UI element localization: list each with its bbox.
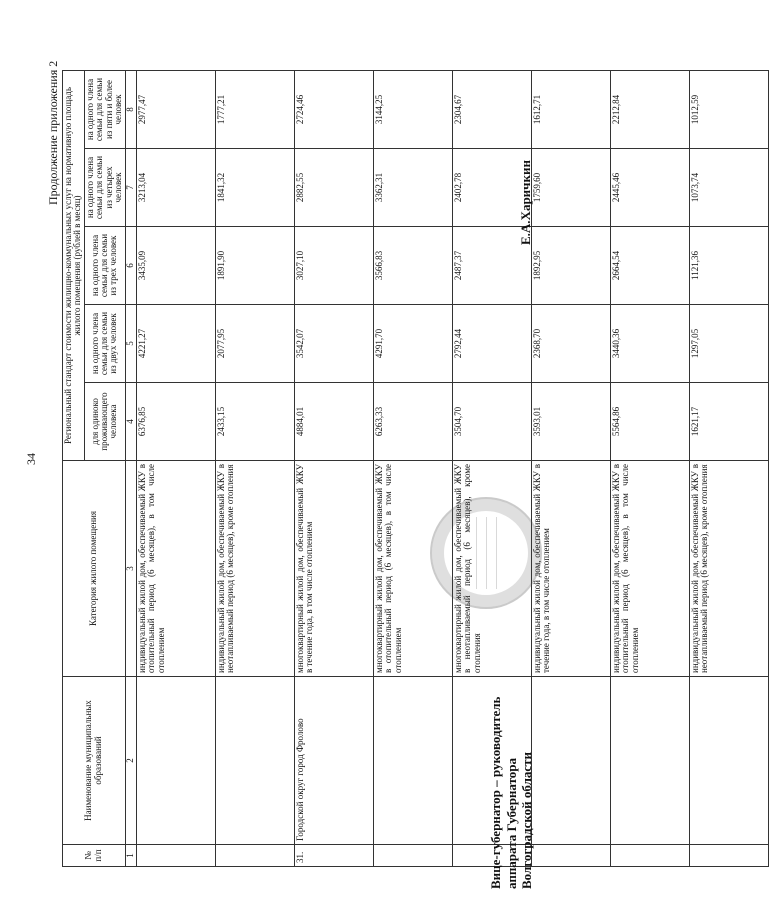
- table-row: [294, 71, 373, 867]
- value-family-two: 2077,95: [215, 305, 294, 383]
- value-family-four: 3362,31: [373, 149, 452, 227]
- category-cell: индивидуальный жилой дом, обеспечиваемый ЖКУ в отопительный период (6 месяцев), в том числе отоплением: [136, 461, 215, 677]
- appendix-title: Продолжение приложения 2: [46, 60, 60, 205]
- row-number: [373, 845, 452, 867]
- value-family-five-plus: 3144,25: [373, 71, 452, 149]
- table-row: [531, 71, 610, 867]
- value-family-three: 2487,37: [452, 227, 531, 305]
- value-family-five-plus: 2724,46: [294, 71, 373, 149]
- value-family-two: 4221,27: [136, 305, 215, 383]
- column-index: 8: [125, 71, 136, 149]
- category-cell: многоквартирный жилой дом, обеспечиваемый ЖКУ в течение года, в том числе отоплением: [294, 461, 373, 677]
- value-family-two: 1297,05: [689, 305, 768, 383]
- table-row: [689, 71, 768, 867]
- column-index: 3: [125, 461, 136, 677]
- column-index-row: [125, 71, 136, 867]
- signer-title-line: Волгоградской области: [519, 751, 535, 889]
- value-family-four: 2445,46: [610, 149, 689, 227]
- value-family-two: 4291,70: [373, 305, 452, 383]
- category-cell: индивидуальный жилой дом, обеспечиваемый ЖКУ в неотапливаемый период (6 месяцев), кроме отопления: [215, 461, 294, 677]
- value-family-five-plus: 1012,59: [689, 71, 768, 149]
- row-number: [136, 845, 215, 867]
- seal-line: [486, 517, 487, 589]
- row-number: 31.: [294, 845, 373, 867]
- value-family-three: 3566,83: [373, 227, 452, 305]
- column-index: 1: [125, 845, 136, 867]
- category-cell: индивидуальный жилой дом, обеспечиваемый ЖКУ в течение года, в том числе отоплением: [531, 461, 610, 677]
- value-single: 3504,70: [452, 383, 531, 461]
- value-family-four: 1759,60: [531, 149, 610, 227]
- column-index: 4: [125, 383, 136, 461]
- value-single: 4884,01: [294, 383, 373, 461]
- row-number: [215, 845, 294, 867]
- table-row: [610, 71, 689, 867]
- municipality-cell: [531, 677, 610, 845]
- category-cell: индивидуальный жилой дом, обеспечиваемый ЖКУ в отопительный период (6 месяцев), в том числе отоплением: [610, 461, 689, 677]
- row-number: [689, 845, 768, 867]
- municipality-cell: [215, 677, 294, 845]
- table-row: [136, 71, 215, 867]
- value-family-five-plus: 2977,47: [136, 71, 215, 149]
- column-index: 7: [125, 149, 136, 227]
- municipality-cell: [373, 677, 452, 845]
- header-row-1: [63, 71, 85, 867]
- seal-line: [476, 517, 477, 589]
- header-family-five-plus: на одного члена семьи для семьи из пяти и более человек: [84, 71, 125, 149]
- value-family-three: 2664,54: [610, 227, 689, 305]
- signer-title-line: аппарата Губернатора: [503, 757, 519, 889]
- table-row: [373, 71, 452, 867]
- header-single: для одиноко проживающего человека: [84, 383, 125, 461]
- value-family-four: 2402,78: [452, 149, 531, 227]
- page-number: 34: [24, 453, 38, 465]
- value-family-three: 3027,10: [294, 227, 373, 305]
- value-single: 2433,15: [215, 383, 294, 461]
- value-family-three: 3435,09: [136, 227, 215, 305]
- municipality-cell: Городской округ город Фролово: [294, 677, 373, 845]
- header-family-two: на одного члена семьи для семьи из двух человек: [84, 305, 125, 383]
- value-single: 6376,85: [136, 383, 215, 461]
- value-family-four: 3213,04: [136, 149, 215, 227]
- signature-block: [488, 529, 535, 889]
- column-index: 6: [125, 227, 136, 305]
- header-family-four: на одного члена семьи для семьи из четырех человек: [84, 149, 125, 227]
- cost-standards-table: [62, 70, 769, 867]
- value-single: 5564,86: [610, 383, 689, 461]
- header-category: Категория жилого помещения: [63, 461, 126, 677]
- category-cell: многоквартирный жилой дом, обеспечиваемый ЖКУ в отопительный период (6 месяцев), в том числе отоплением: [373, 461, 452, 677]
- value-family-four: 1073,74: [689, 149, 768, 227]
- value-family-four: 2882,55: [294, 149, 373, 227]
- header-regional-standard: Региональный стандарт стоимости жилищно-коммунальных услуг на нормативную площадь жилого помещения (рублей в месяц): [63, 71, 85, 461]
- municipality-cell: [689, 677, 768, 845]
- value-family-two: 3440,36: [610, 305, 689, 383]
- municipality-cell: [136, 677, 215, 845]
- municipality-cell: [610, 677, 689, 845]
- value-single: 1621,17: [689, 383, 768, 461]
- value-family-five-plus: 2212,84: [610, 71, 689, 149]
- header-family-three: на одного члена семьи для семьи из трех человек: [84, 227, 125, 305]
- value-family-five-plus: 1777,21: [215, 71, 294, 149]
- header-municipality: Наименование муниципальных образований: [63, 677, 126, 845]
- value-family-three: 1891,90: [215, 227, 294, 305]
- value-family-two: 2792,44: [452, 305, 531, 383]
- value-family-two: 3542,07: [294, 305, 373, 383]
- value-family-four: 1841,32: [215, 149, 294, 227]
- category-cell: многоквартирный жилой дом, обеспечиваемый ЖКУ в неотапливаемый период (6 месяцев), кроме отопления: [452, 461, 531, 677]
- value-family-two: 2368,70: [531, 305, 610, 383]
- value-single: 3593,01: [531, 383, 610, 461]
- value-family-three: 1892,95: [531, 227, 610, 305]
- header-no: № п/п: [63, 845, 126, 867]
- row-number: [531, 845, 610, 867]
- column-index: 5: [125, 305, 136, 383]
- value-family-five-plus: 1612,71: [531, 71, 610, 149]
- value-single: 6263,33: [373, 383, 452, 461]
- signer-title-line: Вице-губернатор – руководитель: [488, 696, 503, 889]
- row-number: [610, 845, 689, 867]
- value-family-three: 1121,36: [689, 227, 768, 305]
- table-row: [215, 71, 294, 867]
- value-family-five-plus: 2304,67: [452, 71, 531, 149]
- category-cell: индивидуальный жилой дом, обеспечиваемый ЖКУ в неотапливаемый период (6 месяцев), кроме отопления: [689, 461, 768, 677]
- column-index: 2: [125, 677, 136, 845]
- signer-name: Е.А.Харичкин: [518, 160, 533, 245]
